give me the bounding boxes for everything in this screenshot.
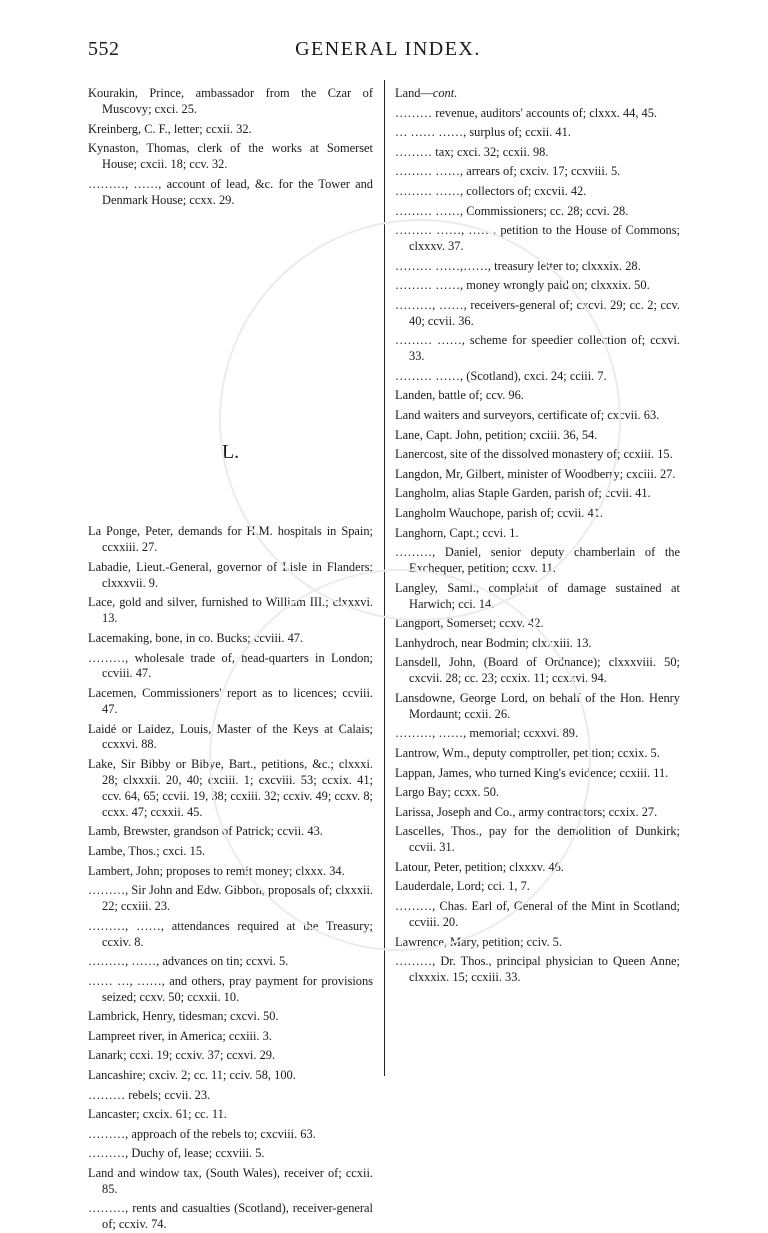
index-entry: La Ponge, Peter, demands for H.M. hospitals in Spain; ccxxiii. 27. [88,524,373,555]
index-entry: ………, Daniel, senior deputy chamberlain of the Exchequer, petition; ccxv. 11. [395,545,680,576]
index-entry: Lambe, Thos.; cxci. 15. [88,843,206,858]
index-entry: Land waiters and surveyors, certificate of; cxcvii. 63. [395,408,660,423]
index-entry: Lantrow, Wm., deputy comptroller, petition; ccxix. 5. [395,745,660,760]
index-entry: … …… ……, surplus of; ccxii. 41. [395,125,571,140]
index-entry: Labadie, Lieut.-General, governor of Lisle in Flanders; clxxxvii. 9. [88,559,373,590]
index-entry: ………, approach of the rebels to; cxcviii. 63. [88,1126,316,1141]
index-entry: ………, ……, account of lead, &c. for the Tower and Denmark House; ccxx. 29. [88,176,373,207]
index-entry: Lamb, Brewster, grandson of Patrick; ccvii. 43. [88,824,323,839]
index-entry: Kreinberg, C. F., letter; ccxii. 32. [88,121,252,136]
index-entry: Langdon, Mr, Gilbert, minister of Woodberry; cxciii. 27. [395,466,676,481]
continuation-heading [395,86,680,102]
index-entry: Lawrence, Mary, petition; cciv. 5. [395,934,562,949]
index-entry: ………, Dr. Thos., principal physician to Queen Anne; clxxxix. 15; ccxiii. 33. [395,954,680,985]
index-entry: Langholm, alias Staple Garden, parish of; ccvii. 41. [395,486,651,501]
index-entry: ……… ……, scheme for speedier collection of; ccxvi. 33. [395,333,680,364]
index-entry: ……… ……, Commissioners; cc. 28; ccvi. 28. [395,203,629,218]
index-entry: ……… ……,……, treasury letter to; clxxxix. 28. [395,258,641,273]
index-entry: Lappan, James, who turned King's evidence; ccxiii. 11. [395,765,669,780]
right-column [395,86,680,986]
index-entry: Lacemen, Commissioners' report as to licences; ccviii. 47. [88,686,373,716]
section-gap [88,208,373,434]
index-entry: ………, ……, attendances required at the Treasury; ccxiv. 8. [88,918,373,949]
continuation-heading-cont: cont. [432,86,458,100]
index-entry: ………, wholesale trade of, head-quarters in London; ccviii. 47. [88,650,373,681]
index-entry: Latour, Peter, petition; clxxxv. 46. [395,859,564,874]
index-entry: Lansdowne, George Lord, on behalf of the Hon. Henry Mordaunt; ccxii. 26. [395,690,680,721]
index-entry: ……… revenue, auditors' accounts of; clxxx. 44, 45. [395,105,658,120]
index-entry: ……… ……, arrears of; cxciv. 17; ccxviii. 5. [395,164,621,179]
index-entry: ………, ……, receivers-general of; cxcvi. 29; cc. 2; ccv. 40; ccvii. 36. [395,297,680,328]
index-entry: ……… ……, collectors of; cxcvii. 42. [395,183,587,198]
index-entry: Lanhydroch, near Bodmin; clxxxiii. 13. [395,635,592,650]
index-entry: ……… rebels; ccvii. 23. [88,1087,211,1102]
index-entry: ……… tax; cxci. 32; ccxii. 98. [395,144,549,159]
index-entry: Langholm Wauchope, parish of; ccvii. 41. [395,506,603,520]
index-entry: Lampreet river, in America; ccxiii. 3. [88,1028,272,1043]
index-entry: Langport, Somerset; ccxv. 42. [395,616,544,631]
index-entry: Lancaster; cxcix. 61; cc. 11. [88,1107,227,1122]
index-entry: ……… ……, (Scotland), cxci. 24; cciii. 7. [395,368,607,383]
index-entry: Lambrick, Henry, tidesman; cxcvi. 50. [88,1009,279,1024]
index-entry: Lanercost, site of the dissolved monastery of; ccxiii. 15. [395,447,673,462]
index-entry: Landen, battle of; ccv. 96. [395,388,524,403]
index-entry: ……… ……, money wrongly paid on; clxxxix. 50. [395,278,650,293]
index-entry: ………, Sir John and Edw. Gibbon, proposals of; clxxxii. 22; ccxiii. 23. [88,883,373,913]
section-letter: L. [221,441,240,464]
index-entry: Laidé or Laidez, Louis, Master of the Keys at Calais; ccxxvi. 88. [88,721,373,752]
index-entry: Lanark; ccxi. 19; ccxiv. 37; ccxvi. 29. [88,1048,276,1063]
index-entry: Lancashire; cxciv. 2; cc. 11; cciv. 58, 100. [88,1067,296,1082]
index-entry: ………, rents and casualties (Scotland), receiver-general of; ccxiv. 74. [88,1201,373,1232]
index-entry: Lace, gold and silver, furnished to William III.; clxxxvi. 13. [88,595,373,626]
index-entry: ………, ……, advances on tin; ccxvi. 5. [88,954,289,969]
index-entry: Kourakin, Prince, ambassador from the Czar of Muscovy; cxci. 25. [88,86,373,116]
index-entry: Lauderdale, Lord; cci. 1, 7. [395,879,530,894]
page-number: 552 [88,38,120,60]
index-entry: Lambert, John; proposes to remit money; clxxx. 34. [88,863,345,878]
right-entries [395,106,680,986]
left-column [88,86,373,1233]
page-title: GENERAL INDEX. [295,38,481,60]
left-top-entries [88,86,373,208]
continuation-heading-prefix: Land— [395,86,433,100]
index-entry: ………, Duchy of, lease; ccxviii. 5. [88,1146,265,1161]
index-entry: Lascelles, Thos., pay for the demolition of Dunkirk; ccvii. 31. [395,824,680,855]
index-entry: Lane, Capt. John, petition; cxciii. 36, 54. [395,427,598,442]
index-entry: ………, Chas. Earl of, General of the Mint in Scotland; ccviii. 20. [395,899,680,929]
index-entry: Larissa, Joseph and Co., army contractors; ccxix. 27. [395,804,658,819]
index-entry: ……… ……, ……, petition to the House of Commons; clxxxv. 37. [395,223,680,254]
index-entry: Kynaston, Thomas, clerk of the works at Somerset House; cxcii. 18; ccv. 32. [88,141,373,171]
running-header [88,38,688,68]
index-entry: …… …, ……, and others, pray payment for provisions seized; ccxv. 50; ccxxii. 10. [88,973,373,1004]
left-entries [88,524,373,1233]
index-entry: Largo Bay; ccxx. 50. [395,785,500,800]
index-entry: Lansdell, John, (Board of Ordnance); clxxxviii. 50; cxcvii. 28; cc. 23; ccxix. 11; ccxxvi. 94. [395,655,680,686]
index-entry: Lake, Sir Bibby or Bibye, Bart., petitions, &c.; clxxxi. 28; clxxxii. 20, 40; cxciii. 1; cxcviii. 53; ccxix. 41; ccv. 64, 65; ccvii. 19, 38; ccxiii. 32; ccxiv. 49; ccxv. 8; ccxx. 47; ccxxii. 45. [88,757,373,819]
index-entry: Langley, Saml., complaint of damage sustained at Harwich; cci. 14. [395,580,680,611]
index-entry: Lacemaking, bone, in co. Bucks; ccviii. 47. [88,630,304,645]
index-entry: Langhorn, Capt.; ccvi. 1. [395,525,519,540]
index-entry: ………, ……, memorial; ccxxvi. 89. [395,726,579,741]
column-divider [384,80,385,1076]
index-entry: Land and window tax, (South Wales), receiver of; ccxii. 85. [88,1165,373,1196]
